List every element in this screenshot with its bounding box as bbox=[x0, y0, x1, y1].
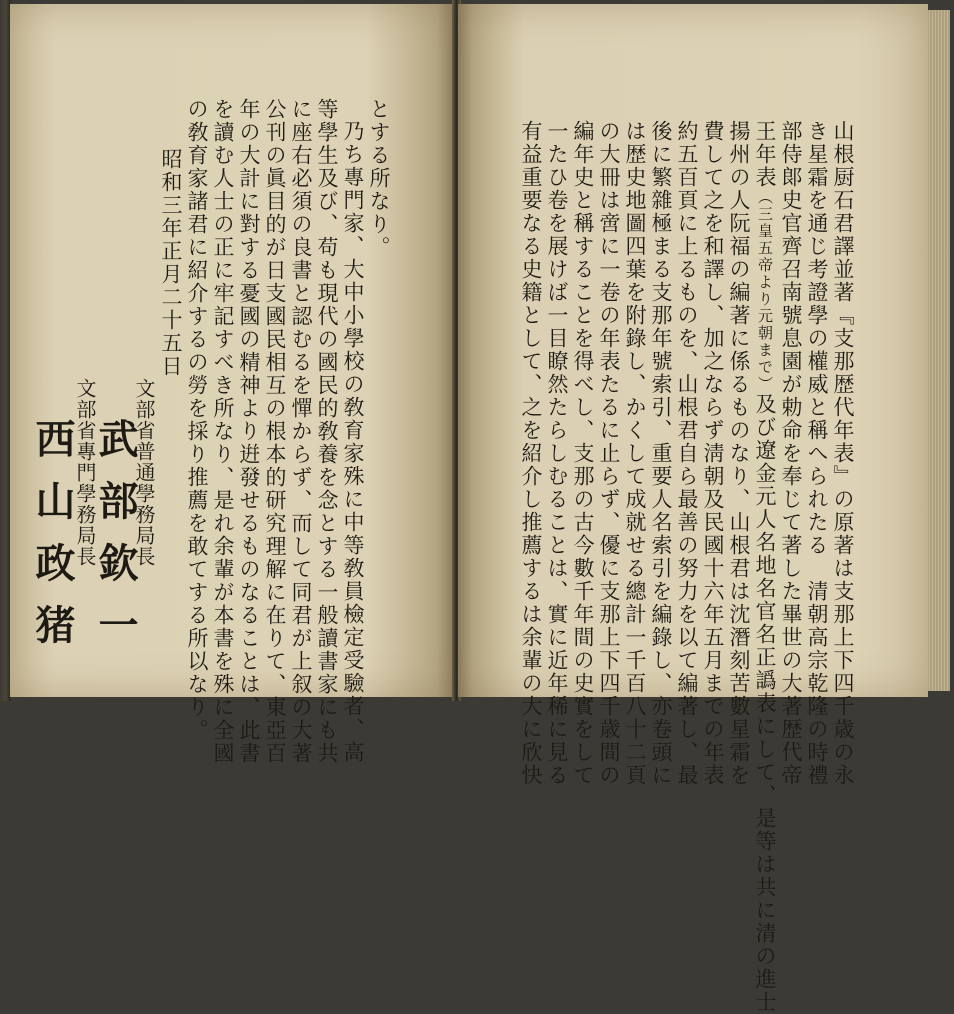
text-column: とする所なり。 bbox=[367, 98, 391, 259]
page-edges bbox=[928, 10, 950, 691]
text-column: 揚州の人阮福の編著に係るものなり、山根君は沈潛刻苦數星霜を bbox=[727, 120, 751, 787]
text-column: に座右必須の良書と認むるを憚からず、而して同君が上叙の大著 bbox=[289, 98, 313, 765]
signature-title: 文部省普通學務局長 bbox=[132, 378, 156, 567]
date-line: 昭和三年正月二十五日 bbox=[159, 148, 183, 378]
signature-name: 武部欽一 bbox=[92, 418, 139, 666]
text-column: 公刊の眞目的が日支國民相互の根本的研究理解に在りて、東亞百 bbox=[263, 98, 287, 765]
text-column: は歴史地圖四葉を附錄し、かくして成就せる總計一千百八十二頁 bbox=[623, 120, 647, 787]
signature-name: 西山政猪 bbox=[29, 418, 76, 666]
text-column: 部侍郞史官齊召南號息園が勅命を奉じて著した畢世の大著歴代帝 bbox=[779, 120, 803, 787]
text-column: 約五百頁に上るものを、山根君自ら最善の努力を以て編著し、最 bbox=[675, 120, 699, 787]
text-column: 等學生及び、苟も現代の國民的敎養を念とする一般讀書家にも共 bbox=[315, 98, 339, 765]
text-column: 王年表（三皇五帝より元朝まで）及び遼金元人名地名官名正譌表にして、是等は共に清の進士 bbox=[753, 120, 777, 1014]
text-column: 有益重要なる史籍として、之を紹介し推薦するは余輩の大に欣快 bbox=[519, 120, 543, 787]
text-column: 年の大計に對する憂國の精神より逬發せるものなることは、此書 bbox=[237, 98, 261, 765]
text-column: 一たひ卷を展けば一目瞭然たらしむることは、實に近年稀に見る bbox=[545, 120, 569, 787]
inline-note: （三皇五帝より元朝まで） bbox=[756, 189, 774, 393]
text-column: の敎育家諸君に紹介するの勞を採り推薦を敢てする所以なり。 bbox=[185, 98, 209, 742]
text-column: 乃ち專門家、大中小學校の敎育家殊に中等敎員檢定受驗者、高 bbox=[341, 120, 365, 764]
text-column: を讀む人士の正に牢記すべき所なり、是れ余輩が本書を殊に全國 bbox=[211, 98, 235, 765]
text-column: 山根厨石君譯並著『支那歴代年表』の原著は支那上下四千歳の永 bbox=[831, 120, 855, 787]
text-column: 後に繁雜極まる支那年號索引、重要人名索引を編錄し、亦卷頭に bbox=[649, 120, 673, 787]
text-column: き星霜を通じ考證學の權威と稱へられたる 清朝高宗乾隆の時禮 bbox=[805, 120, 829, 787]
text-column: 編年史と稱することを得べし、支那の古今數千年間の史實をして bbox=[571, 120, 595, 787]
signature-title: 文部省專門學務局長 bbox=[73, 378, 97, 567]
text-column: の大冊は啻に一卷の年表たるに止らず、優に支那上下四千歳間の bbox=[597, 120, 621, 787]
text-column: 費して之を和譯し、加之ならず淸朝及民國十六年五月までの年表 bbox=[701, 120, 725, 787]
